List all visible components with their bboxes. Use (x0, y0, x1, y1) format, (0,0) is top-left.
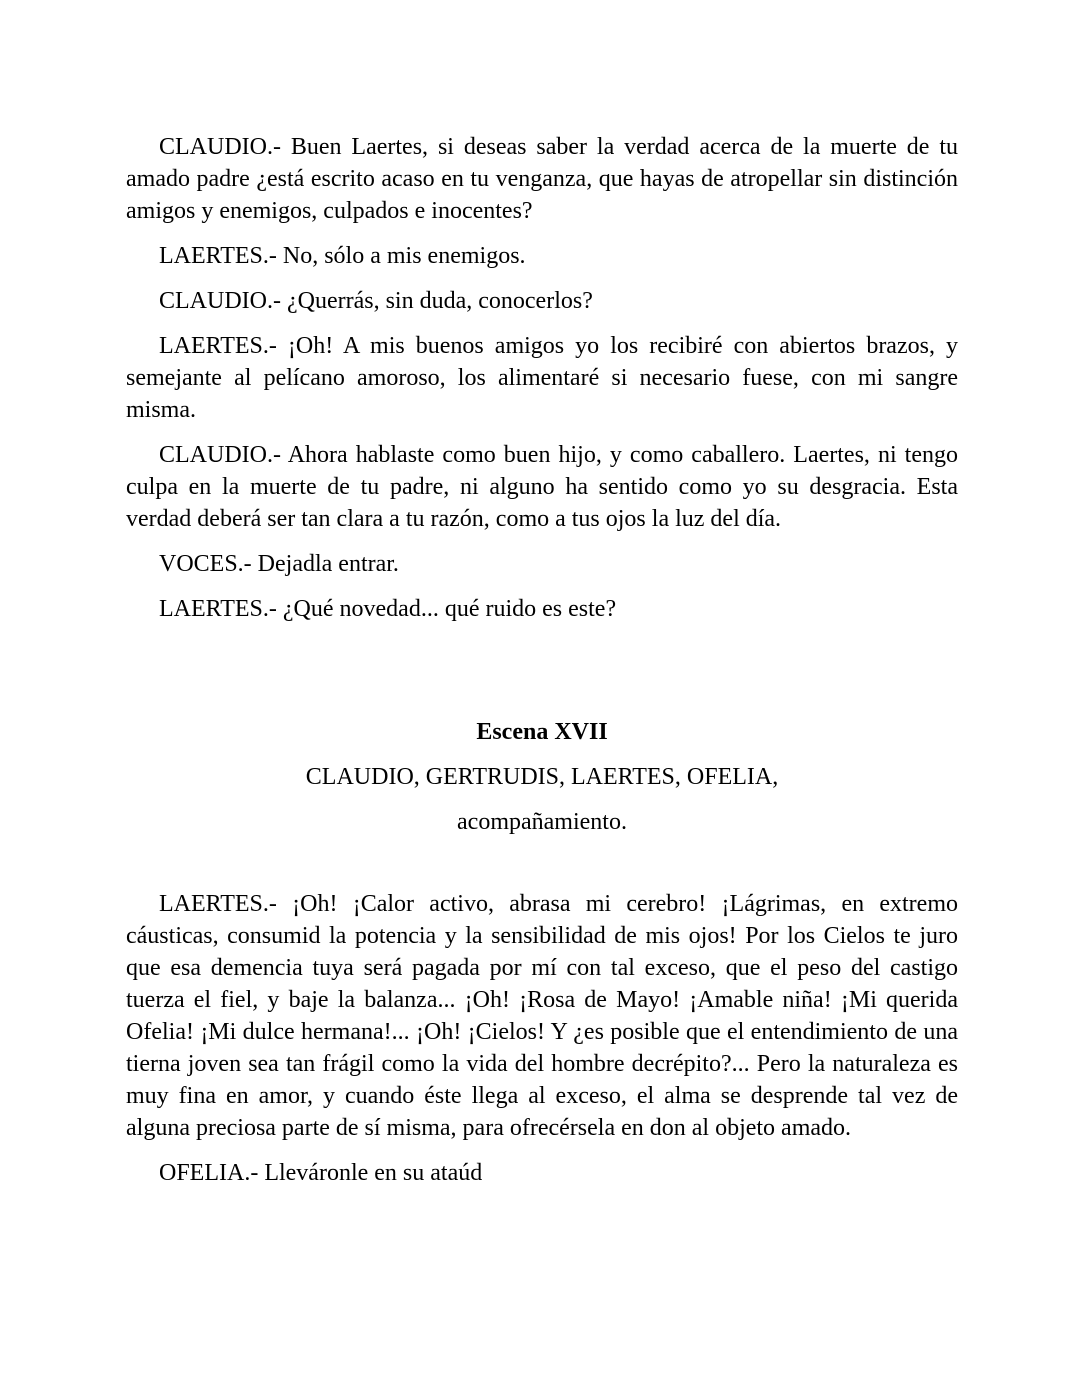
dialogue-paragraph-claudio-1: CLAUDIO.- Buen Laertes, si deseas saber la verdad acerca de la muerte de tu amado padre ¿está escrito acaso en tu venganza, que hayas de atropellar sin distinción amigos y enemigos, culpados e inocentes? (126, 134, 958, 224)
scene-heading-block (126, 716, 958, 838)
scene-characters-line: CLAUDIO, GERTRUDIS, LAERTES, OFELIA, (305, 764, 779, 790)
dialogue-paragraph-claudio-3: CLAUDIO.- Ahora hablaste como buen hijo, y como caballero. Laertes, ni tengo culpa en la muerte de tu padre, ni alguno ha sentido como yo su desgracia. Esta verdad deberá ser tan clara a tu razón, como a tus ojos la luz del día. (126, 442, 958, 532)
dialogue-paragraph-laertes-3: LAERTES.- ¿Qué novedad... qué ruido es este? (159, 596, 617, 622)
dialogue-paragraph-laertes-2: LAERTES.- ¡Oh! A mis buenos amigos yo los recibiré con abiertos brazos, y semejante al pelícano amoroso, los alimentaré si necesario fuese, con mi sangre misma. (126, 333, 958, 423)
dialogue-paragraph-ofelia: OFELIA.- Lleváronle en su ataúd (159, 1160, 483, 1186)
dialogue-paragraph-laertes-4: LAERTES.- ¡Oh! ¡Calor activo, abrasa mi cerebro! ¡Lágrimas, en extremo cáusticas, consumid la potencia y la sensibilidad de mis ojos! Por los Cielos te juro que esa demencia tuya será pagada por mí con tal exceso, que el peso del castigo tuerza el fiel, y baje la balanza... ¡Oh! ¡Rosa de Mayo! ¡Amable niña! ¡Mi querida Ofelia! ¡Mi dulce hermana!... ¡Oh! ¡Cielos! Y ¿es posible que el entendimiento de una tierna joven sea tan frágil como la vida del hombre decrépito?... Pero la naturaleza es muy fina en amor, y cuando éste llega al exceso, el alma se desprende tal vez de alguna preciosa parte de sí misma, para ofrecérsela en don al objeto amado. (126, 891, 958, 1141)
scene-title: Escena XVII (476, 719, 608, 745)
dialogue-paragraph-claudio-2: CLAUDIO.- ¿Querrás, sin duda, conocerlos? (159, 288, 593, 314)
dialogue-paragraph-voces: VOCES.- Dejadla entrar. (159, 551, 399, 577)
dialogue-paragraph-laertes-1: LAERTES.- No, sólo a mis enemigos. (159, 243, 526, 269)
scene-note-line: acompañamiento. (457, 809, 627, 835)
